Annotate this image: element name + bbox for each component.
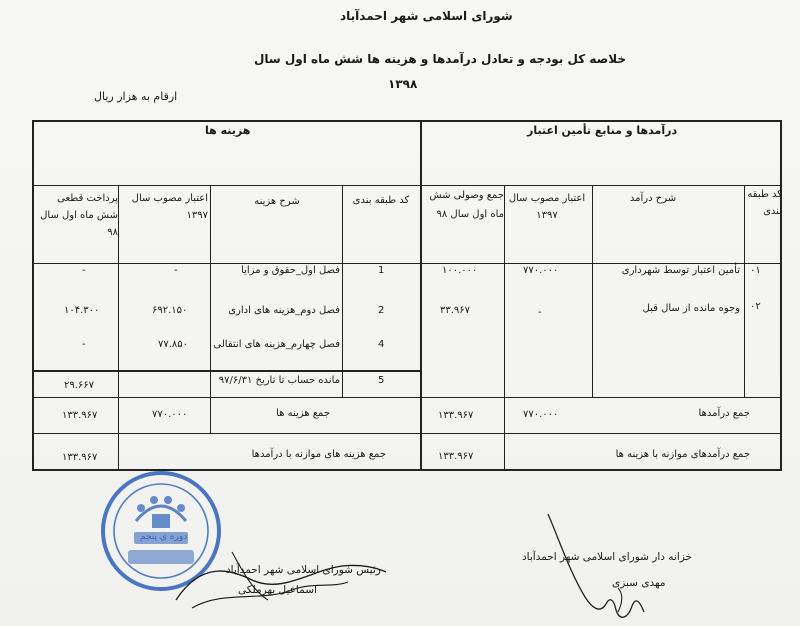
expense-section-header: هزینه ها [205, 124, 251, 137]
expense-desc-header: شرح هزینه [254, 196, 300, 207]
table-row-2-income-approved: - [538, 307, 542, 318]
table-row-1-income-desc: تأمین اعتبار توسط شهرداری [621, 265, 740, 276]
table-row-2-expense-approved: ۶۹۲.۱۵۰ [152, 305, 188, 316]
document-title: خلاصه کل بودجه و تعادل درآمدها و هزینه ها شش ماه اول سال [254, 52, 626, 66]
stamp-term: دوره ی پنجم [140, 532, 188, 542]
table-row-4-expense-desc: مانده حساب تا تاریخ ۹۷/۶/۳۱ [218, 375, 340, 386]
table-row-1-income-received: ۱۰۰.۰۰۰ [442, 265, 478, 276]
total-income-label: جمع درآمدها [698, 408, 750, 419]
table-row-4-expense-code: 5 [378, 375, 385, 386]
table-row-2-expense-desc: فصل دوم_هزینه های اداری [228, 305, 340, 316]
income-code-header: کد طبقه بندی [747, 189, 782, 217]
org-name: شورای اسلامی شهر احمدآباد [340, 9, 513, 23]
table-row-1-income-approved: ۷۷۰.۰۰۰ [523, 265, 559, 276]
chair-name: اسماعیل بهرملکی [238, 584, 317, 596]
income-received-header: جمع وصولی شش ماه اول سال ۹۸ [429, 190, 504, 220]
treasurer-name: مهدی سبزی [612, 577, 666, 589]
chair-signature [172, 530, 392, 620]
table-row-1-expense-desc: فصل اول_حقوق و مزایا [241, 265, 340, 276]
table-row-3-expense-approved: ۷۷.۸۵۰ [158, 339, 189, 350]
unit-note: ارقام به هزار ریال [94, 90, 178, 103]
balanced-income-value: ۱۳۳.۹۶۷ [438, 451, 474, 462]
table-row-1-income-code: ۰۱ [750, 265, 761, 276]
total-income-approved: ۷۷۰.۰۰۰ [523, 409, 559, 420]
table-row-2-expense-code: 2 [378, 305, 385, 316]
document-year: ۱۳۹۸ [388, 77, 418, 91]
balanced-income-label: جمع درآمدهای موازنه با هزینه ها [615, 449, 750, 460]
table-row-1-expense-code: 1 [378, 265, 385, 276]
table-row-3-expense-paid: - [82, 339, 86, 350]
table-row-1-expense-approved: - [174, 265, 178, 276]
chair-title: رئیس شورای اسلامی شهر احمدآباد [226, 564, 381, 576]
income-desc-header: شرح درآمد [629, 193, 677, 204]
balanced-expense-value: ۱۳۳.۹۶۷ [62, 452, 98, 463]
table-row-2-income-received: ۳۳.۹۶۷ [440, 305, 471, 316]
expense-paid-header: پرداخت قطعی شش ماه اول سال ۹۸ [40, 193, 118, 238]
income-section-header: درآمدها و منابع تأمین اعتبار [527, 124, 678, 137]
total-expense-paid: ۱۳۳.۹۶۷ [62, 410, 98, 421]
total-expense-approved: ۷۷۰.۰۰۰ [152, 409, 188, 420]
table-row-1-expense-paid: - [82, 265, 86, 276]
table-row-2-income-code: ۰۲ [750, 301, 761, 312]
treasurer-signature [540, 502, 680, 626]
table-row-3-expense-desc: فصل چهارم_هزینه های انتقالی [213, 339, 340, 350]
table-row-2-income-desc: وجوه مانده از سال قبل [642, 303, 740, 314]
table-row-2-expense-paid: ۱۰۴.۳۰۰ [64, 305, 100, 316]
total-income-received: ۱۳۳.۹۶۷ [438, 410, 474, 421]
table-row-3-expense-code: 4 [378, 339, 385, 350]
balanced-expense-label: جمع هزینه های موازنه با درآمدها [251, 449, 386, 460]
total-expense-label: جمع هزینه ها [276, 408, 330, 419]
expense-code-header: کد طبقه بندی [352, 195, 410, 206]
income-approved-header: اعتبار مصوب سال ۱۳۹۷ [508, 193, 586, 221]
treasurer-title: خزانه دار شورای اسلامی شهر احمدآباد [522, 551, 693, 563]
table-row-4-expense-paid: ۲۹.۶۶۷ [64, 380, 95, 391]
expense-approved-header: اعتبار مصوب سال ۱۳۹۷ [131, 193, 208, 221]
